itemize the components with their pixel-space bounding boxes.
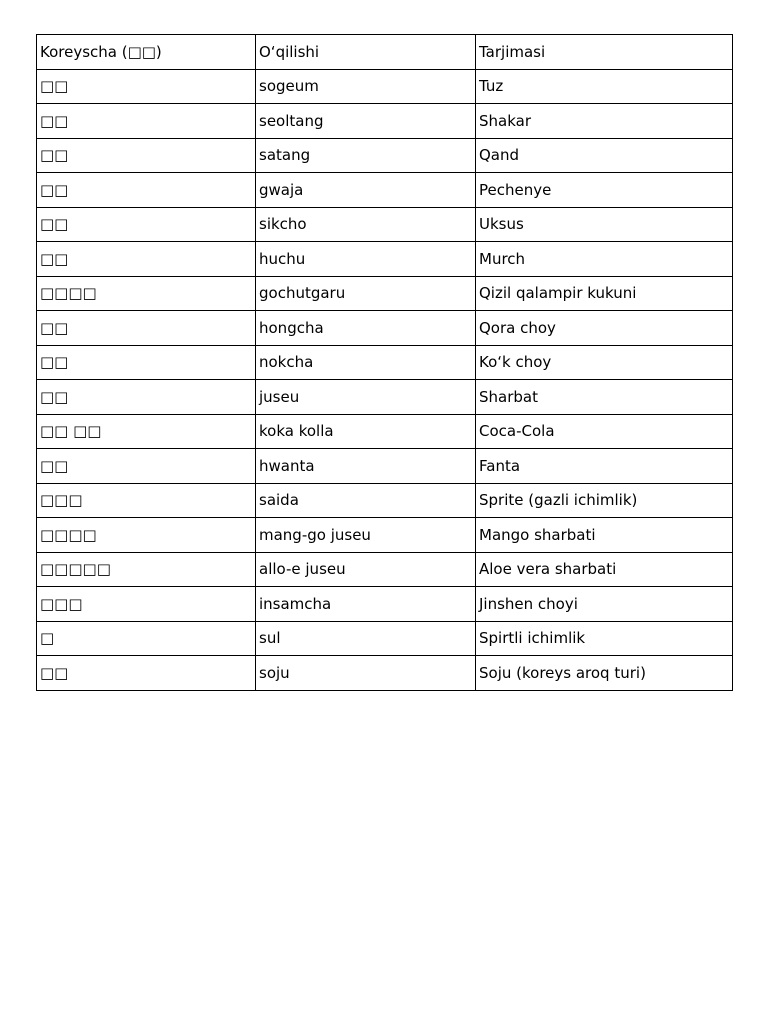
cell-korean: □□ bbox=[37, 449, 256, 484]
cell-korean: □□□□ bbox=[37, 518, 256, 553]
cell-reading: allo-e juseu bbox=[256, 552, 476, 587]
cell-korean: □□ bbox=[37, 380, 256, 415]
cell-reading: gwaja bbox=[256, 173, 476, 208]
vocabulary-table bbox=[36, 34, 733, 691]
cell-reading: gochutgaru bbox=[256, 276, 476, 311]
cell-reading: insamcha bbox=[256, 587, 476, 622]
table-row bbox=[37, 587, 733, 622]
cell-reading: sul bbox=[256, 621, 476, 656]
cell-korean: □□□ bbox=[37, 483, 256, 518]
table-row bbox=[37, 104, 733, 139]
cell-korean: □□ bbox=[37, 311, 256, 346]
cell-translation: Pechenye bbox=[476, 173, 733, 208]
cell-translation: Murch bbox=[476, 242, 733, 277]
cell-korean: □□ bbox=[37, 104, 256, 139]
header-cell-korean: Koreyscha (□□) bbox=[37, 35, 256, 70]
cell-korean: □□ bbox=[37, 69, 256, 104]
cell-reading: soju bbox=[256, 656, 476, 691]
cell-korean: □□ bbox=[37, 138, 256, 173]
cell-reading: sikcho bbox=[256, 207, 476, 242]
cell-korean: □ bbox=[37, 621, 256, 656]
table-row bbox=[37, 518, 733, 553]
cell-translation: Sprite (gazli ichimlik) bbox=[476, 483, 733, 518]
cell-reading: nokcha bbox=[256, 345, 476, 380]
cell-translation: Ko‘k choy bbox=[476, 345, 733, 380]
cell-korean: □□ bbox=[37, 345, 256, 380]
table-row bbox=[37, 656, 733, 691]
cell-korean: □□ bbox=[37, 656, 256, 691]
cell-translation: Spirtli ichimlik bbox=[476, 621, 733, 656]
table-row bbox=[37, 449, 733, 484]
cell-reading: mang-go juseu bbox=[256, 518, 476, 553]
table-row bbox=[37, 242, 733, 277]
header-cell-reading: O‘qilishi bbox=[256, 35, 476, 70]
header-cell-translation: Tarjimasi bbox=[476, 35, 733, 70]
cell-korean: □□ bbox=[37, 173, 256, 208]
cell-translation: Soju (koreys aroq turi) bbox=[476, 656, 733, 691]
cell-reading: saida bbox=[256, 483, 476, 518]
cell-translation: Mango sharbati bbox=[476, 518, 733, 553]
cell-reading: hwanta bbox=[256, 449, 476, 484]
table-row bbox=[37, 207, 733, 242]
cell-translation: Qand bbox=[476, 138, 733, 173]
cell-translation: Tuz bbox=[476, 69, 733, 104]
cell-translation: Shakar bbox=[476, 104, 733, 139]
table-row bbox=[37, 69, 733, 104]
table-row bbox=[37, 311, 733, 346]
cell-korean: □□ bbox=[37, 242, 256, 277]
vocabulary-table-body bbox=[37, 35, 733, 691]
table-row bbox=[37, 552, 733, 587]
cell-translation: Aloe vera sharbati bbox=[476, 552, 733, 587]
cell-korean: □□ □□ bbox=[37, 414, 256, 449]
table-row bbox=[37, 276, 733, 311]
cell-translation: Fanta bbox=[476, 449, 733, 484]
cell-translation: Coca-Cola bbox=[476, 414, 733, 449]
cell-translation: Uksus bbox=[476, 207, 733, 242]
table-row bbox=[37, 414, 733, 449]
table-row bbox=[37, 621, 733, 656]
cell-translation: Jinshen choyi bbox=[476, 587, 733, 622]
cell-reading: koka kolla bbox=[256, 414, 476, 449]
cell-translation: Sharbat bbox=[476, 380, 733, 415]
cell-korean: □□ bbox=[37, 207, 256, 242]
table-header-row bbox=[37, 35, 733, 70]
cell-korean: □□□ bbox=[37, 587, 256, 622]
cell-reading: seoltang bbox=[256, 104, 476, 139]
cell-reading: sogeum bbox=[256, 69, 476, 104]
table-row bbox=[37, 138, 733, 173]
cell-korean: □□□□ bbox=[37, 276, 256, 311]
table-row bbox=[37, 345, 733, 380]
cell-reading: huchu bbox=[256, 242, 476, 277]
cell-reading: hongcha bbox=[256, 311, 476, 346]
table-row bbox=[37, 173, 733, 208]
cell-korean: □□□□□ bbox=[37, 552, 256, 587]
cell-translation: Qizil qalampir kukuni bbox=[476, 276, 733, 311]
cell-translation: Qora choy bbox=[476, 311, 733, 346]
table-row bbox=[37, 380, 733, 415]
table-row bbox=[37, 483, 733, 518]
cell-reading: juseu bbox=[256, 380, 476, 415]
cell-reading: satang bbox=[256, 138, 476, 173]
